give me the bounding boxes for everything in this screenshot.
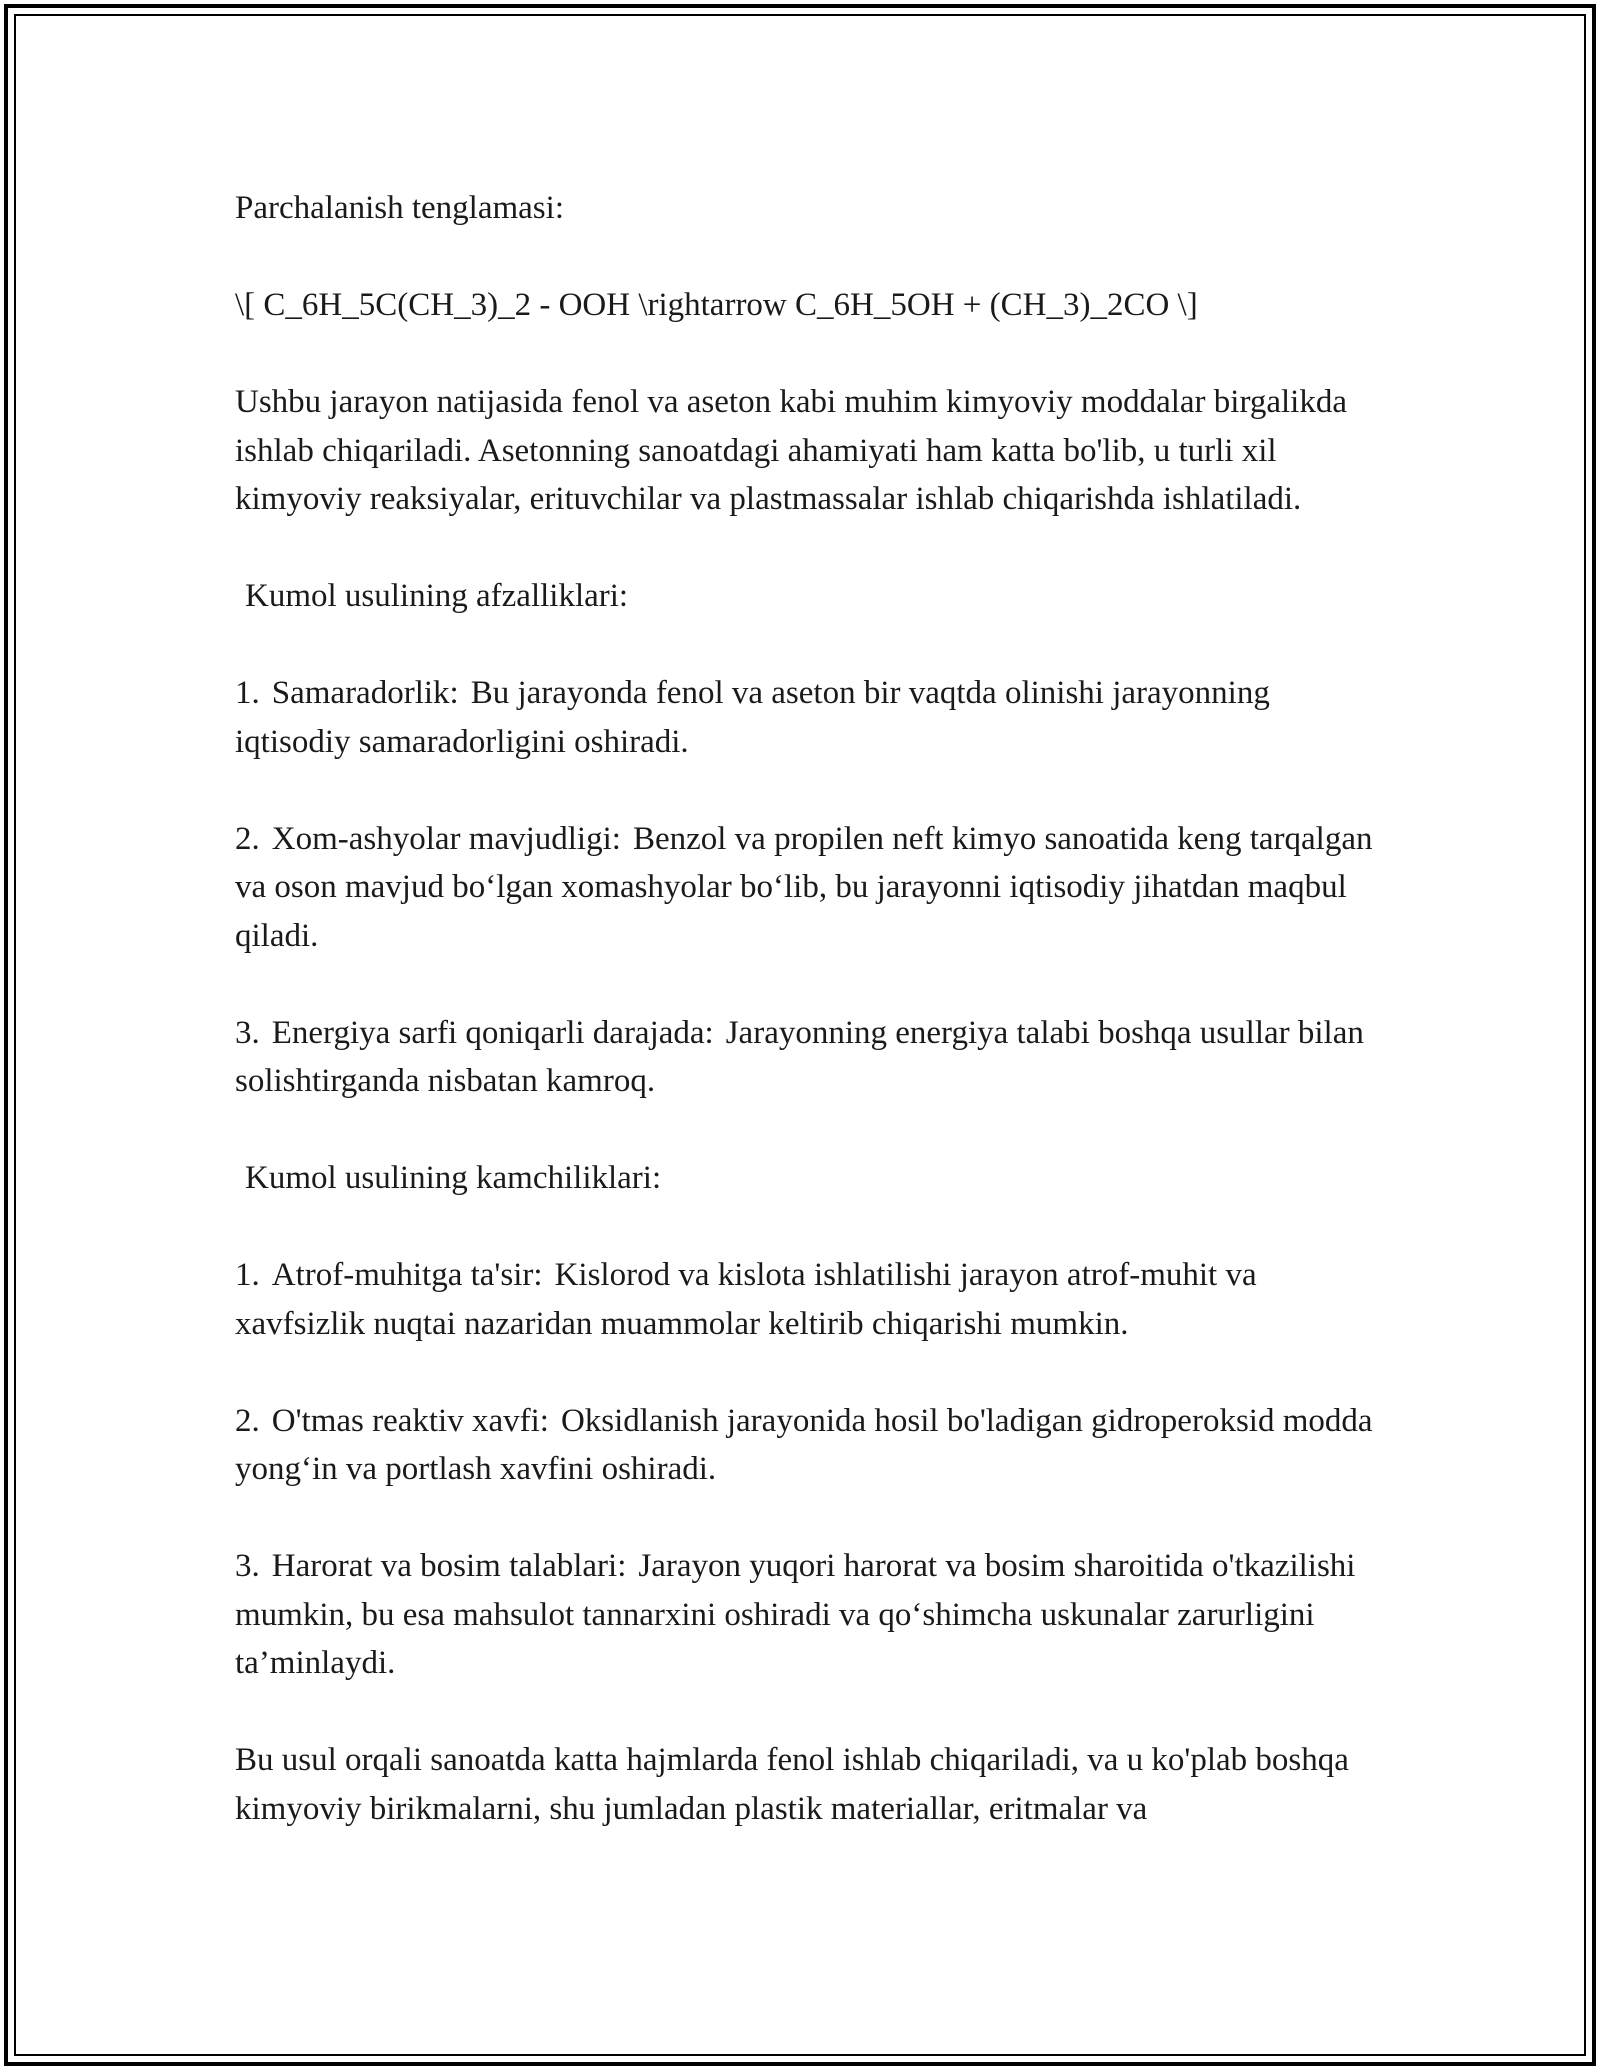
paragraph-1: Ushbu jarayon natijasida fenol va aseton kabi muhim kimyoviy moddalar birgalikda ishlab chiqariladi. Asetonning sanoatdagi ahamiyati ham katta bo'lib, u turli xil kimyoviy reaksiyalar, erituvchilar va plastmassalar ishlab chiqarishda ishlatiladi. xyxy=(235,384,1347,517)
item-number: 2. xyxy=(235,1402,260,1439)
item-label: Harorat va bosim talablari: xyxy=(271,1548,627,1584)
item-label: Xom-ashyolar mavjudligi: xyxy=(271,820,621,857)
item-text: Bu jarayonda fenol va aseton bir vaqtda olinishi jarayonning iqtisodiy samaradorligini oshiradi. xyxy=(235,675,1270,760)
intro-label: Parchalanish tenglamasi: xyxy=(235,190,564,226)
item-number: 1. xyxy=(235,675,260,711)
item-text: Kislorod va kislota ishlatilishi jarayon atrof-muhit va xavfsizlik nuqtai nazaridan muammolar keltirib chiqarishi mumkin. xyxy=(235,1257,1257,1342)
item-label: Energiya sarfi qoniqarli darajada: xyxy=(271,1014,714,1051)
equation-text: \[ C_6H_5C(CH_3)_2 - OOH \rightarrow C_6H_5OH + (CH_3)_2CO \] xyxy=(235,287,1198,323)
disadvantage-item-1 xyxy=(235,1251,1375,1348)
advantage-item-1 xyxy=(235,669,1375,766)
disadvantage-item-3 xyxy=(235,1542,1375,1688)
item-text: Jarayon yuqori harorat va bosim sharoitida o'tkazilishi mumkin, bu esa mahsulot tannarxini oshiradi va qo‘shimcha uskunalar zarurligini ta’minlaydi. xyxy=(235,1548,1356,1681)
item-number: 3. xyxy=(235,1014,260,1051)
item-number: 3. xyxy=(235,1548,260,1584)
item-label: O'tmas reaktiv xavfi: xyxy=(271,1402,549,1439)
item-number: 1. xyxy=(235,1257,260,1293)
closing-paragraph: Bu usul orqali sanoatda katta hajmlarda fenol ishlab chiqariladi, va u ko'plab boshqa kimyoviy birikmalarni, shu jumladan plastik materiallar, eritmalar va xyxy=(235,1742,1349,1827)
advantage-item-2 xyxy=(235,815,1375,961)
disadvantages-heading: Kumol usulining kamchiliklari: xyxy=(245,1160,662,1196)
item-label: Atrof-muhitga ta'sir: xyxy=(271,1257,543,1293)
document-body xyxy=(235,184,1375,1833)
disadvantage-item-2 xyxy=(235,1397,1375,1494)
advantage-item-3 xyxy=(235,1009,1375,1106)
item-number: 2. xyxy=(235,820,260,857)
advantages-heading: Kumol usulining afzalliklari: xyxy=(245,578,629,614)
item-text: Benzol va propilen neft kimyo sanoatida keng tarqalgan va oson mavjud bo‘lgan xomashyolar bo‘lib, bu jarayonni iqtisodiy jihatdan maqbul qiladi. xyxy=(235,820,1373,954)
item-text: Oksidlanish jarayonida hosil bo'ladigan gidroperoksid modda yong‘in va portlash xavfini oshiradi. xyxy=(235,1402,1373,1487)
item-label: Samaradorlik: xyxy=(271,675,459,711)
item-text: Jarayonning energiya talabi boshqa usullar bilan solishtirganda nisbatan kamroq. xyxy=(235,1014,1364,1099)
